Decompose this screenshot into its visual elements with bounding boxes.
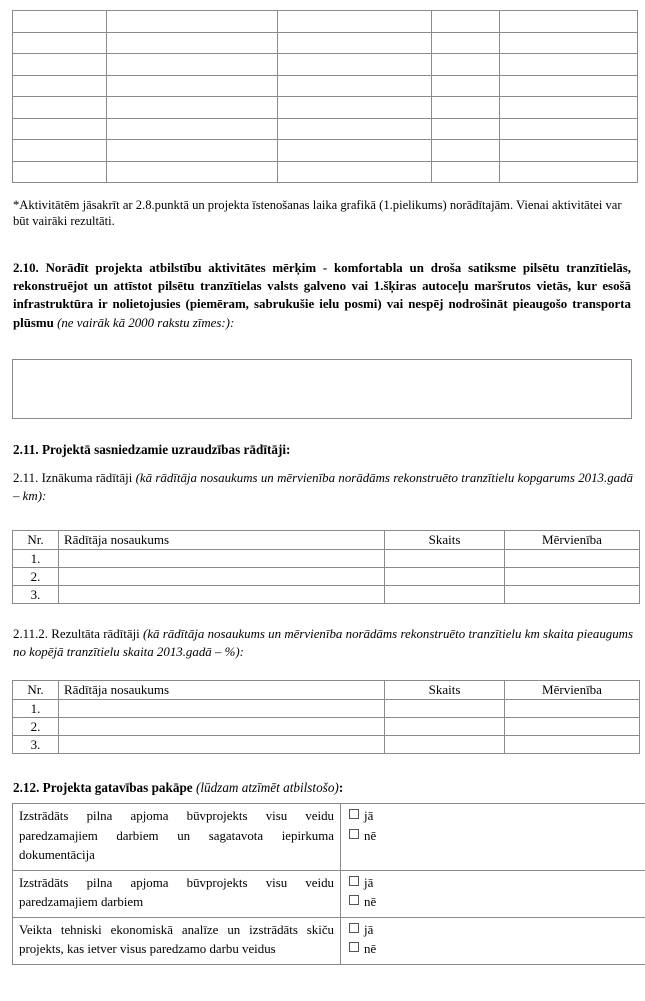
- readiness-option-no[interactable]: [349, 827, 645, 847]
- column-header-count: Skaits: [385, 531, 505, 550]
- grid-cell[interactable]: [278, 11, 432, 33]
- grid-cell[interactable]: [13, 97, 107, 119]
- table-row: [13, 97, 638, 119]
- result-indicators-body: [13, 681, 640, 754]
- row-number: 3.: [13, 736, 59, 754]
- grid-cell[interactable]: [13, 54, 107, 76]
- table-row: [13, 804, 645, 871]
- checkbox-icon[interactable]: [349, 923, 359, 933]
- table-row: [13, 586, 640, 604]
- readiness-option-yes-label: jā: [364, 922, 374, 937]
- grid-cell[interactable]: [278, 75, 432, 97]
- grid-cell[interactable]: [500, 118, 638, 140]
- readiness-option-yes[interactable]: [349, 807, 645, 827]
- activity-results-grid: [12, 10, 638, 183]
- section-210-note: (ne vairāk kā 2000 rakstu zīmes:):: [53, 315, 235, 330]
- table-row: [13, 870, 645, 917]
- cell-count[interactable]: [385, 550, 505, 568]
- grid-cell[interactable]: [432, 32, 500, 54]
- table-row: [13, 700, 640, 718]
- readiness-option-yes[interactable]: [349, 921, 645, 941]
- grid-cell[interactable]: [13, 118, 107, 140]
- readiness-description: Izstrādāts pilna apjoma būvprojekts visu veidu paredzamajiem darbiem un sagatavota iepirkuma dokumentācija: [13, 804, 341, 871]
- section-210-answer-box[interactable]: [12, 359, 632, 419]
- grid-cell[interactable]: [500, 11, 638, 33]
- cell-name[interactable]: [59, 550, 385, 568]
- grid-cell[interactable]: [107, 32, 278, 54]
- section-2112-sub-note: (kā rādītāja nosaukums un mērvienība norādāms rekonstruēto tranzītielu km skaita pieaugums no kopējā tranzītielu skaita 2013.gadā – %):: [13, 627, 633, 659]
- table-row: [13, 736, 640, 754]
- section-211-subheading: [13, 470, 633, 505]
- section-212-heading-note: (lūdzam atzīmēt atbilstošo): [192, 780, 339, 795]
- activity-grid-footnote: [13, 197, 633, 229]
- column-header-name: Rādītāja nosaukums: [59, 531, 385, 550]
- grid-cell[interactable]: [107, 54, 278, 76]
- cell-count[interactable]: [385, 700, 505, 718]
- grid-cell[interactable]: [278, 97, 432, 119]
- grid-cell[interactable]: [500, 54, 638, 76]
- readiness-option-no[interactable]: [349, 893, 645, 913]
- grid-cell[interactable]: [432, 140, 500, 162]
- grid-cell[interactable]: [107, 11, 278, 33]
- cell-unit[interactable]: [505, 736, 640, 754]
- readiness-option-yes-label: jā: [364, 809, 374, 823]
- section-211-heading: 2.11. Projektā sasniedzamie uzraudzības rādītāji:: [13, 442, 291, 457]
- row-number: 2.: [13, 568, 59, 586]
- table-row: [13, 54, 638, 76]
- readiness-description: Veikta tehniski ekonomiskā analīze un izstrādāts skiču projekts, kas ietver visus paredzamo darbu veidus: [13, 917, 341, 964]
- readiness-option-no-label: nē: [364, 942, 377, 956]
- readiness-option-yes[interactable]: [349, 874, 645, 894]
- project-readiness-body: [13, 804, 645, 965]
- row-number: 2.: [13, 718, 59, 736]
- grid-cell[interactable]: [432, 11, 500, 33]
- cell-unit[interactable]: [505, 718, 640, 736]
- grid-cell[interactable]: [278, 32, 432, 54]
- outcome-indicators-table: [12, 530, 640, 604]
- grid-cell[interactable]: [13, 11, 107, 33]
- cell-unit[interactable]: [505, 568, 640, 586]
- table-header-row: [13, 681, 640, 700]
- readiness-option-no-label: nē: [364, 828, 377, 843]
- grid-cell[interactable]: [500, 32, 638, 54]
- table-row: [13, 917, 645, 964]
- grid-cell[interactable]: [500, 75, 638, 97]
- grid-cell[interactable]: [432, 54, 500, 76]
- section-210-text: 2.10. Norādīt projekta atbilstību aktivitātes mērķim - komfortabla un droša satiksme pilsētu tranzītielās, rekonstruējot un attīstot pilsētu tranzītielas valsts galveno vai 1.šķiras autoceļu maršrutos vietās, kur esošā infrastruktūra ir nolietojusies (piemēram, sabrukušie ielu posmi) vai nespēj nodrošināt pieaugošo transporta plūsmu: [13, 261, 631, 330]
- grid-cell[interactable]: [107, 118, 278, 140]
- cell-name[interactable]: [59, 736, 385, 754]
- readiness-description: Izstrādāts pilna apjoma būvprojekts visu veidu paredzamajiem darbiem: [13, 870, 341, 917]
- grid-cell[interactable]: [107, 75, 278, 97]
- section-211-sub-label: 2.11. Iznākuma rādītāji: [13, 471, 133, 485]
- cell-count[interactable]: [385, 568, 505, 586]
- table-row: [13, 568, 640, 586]
- column-header-unit: Mērvienība: [505, 681, 640, 700]
- readiness-options: [341, 870, 645, 917]
- checkbox-icon[interactable]: [349, 809, 359, 819]
- table-header-row: [13, 531, 640, 550]
- cell-name[interactable]: [59, 586, 385, 604]
- column-header-nr: Nr.: [13, 681, 59, 700]
- section-2112-sub-label: 2.11.2. Rezultāta rādītāji: [13, 627, 140, 641]
- section-210-heading: [13, 259, 631, 332]
- grid-cell[interactable]: [500, 140, 638, 162]
- table-row: [13, 11, 638, 33]
- grid-cell[interactable]: [13, 140, 107, 162]
- column-header-nr: Nr.: [13, 531, 59, 550]
- grid-cell[interactable]: [278, 118, 432, 140]
- checkbox-icon[interactable]: [349, 876, 359, 886]
- outcome-indicators-body: [13, 531, 640, 604]
- grid-cell[interactable]: [107, 161, 278, 183]
- readiness-options: [341, 804, 645, 871]
- readiness-option-no-label: nē: [364, 895, 377, 909]
- table-row: [13, 75, 638, 97]
- grid-cell[interactable]: [13, 75, 107, 97]
- grid-cell[interactable]: [432, 75, 500, 97]
- section-2112-subheading: [13, 626, 633, 661]
- row-number: 3.: [13, 586, 59, 604]
- grid-cell[interactable]: [278, 140, 432, 162]
- column-header-name: Rādītāja nosaukums: [59, 681, 385, 700]
- grid-cell[interactable]: [13, 32, 107, 54]
- section-212-heading-colon: :: [338, 780, 344, 795]
- cell-name[interactable]: [59, 700, 385, 718]
- checkbox-icon[interactable]: [349, 895, 359, 905]
- cell-count[interactable]: [385, 736, 505, 754]
- table-row: [13, 32, 638, 54]
- cell-count[interactable]: [385, 718, 505, 736]
- checkbox-icon[interactable]: [349, 942, 359, 952]
- checkbox-icon[interactable]: [349, 829, 359, 839]
- cell-unit[interactable]: [505, 550, 640, 568]
- footnote-line-2: Vienai aktivitātei var būt vairāki rezultāti.: [13, 198, 622, 229]
- section-211-sub-note: (kā rādītāja nosaukums un mērvienība norādāms rekonstruēto tranzītielu kopgarums 2013.gadā – km):: [13, 471, 633, 503]
- footnote-line-1: *Aktivitātēm jāsakrīt ar 2.8.punktā un projekta īstenošanas laika grafikā (1.pielikums) norādītajām.: [13, 198, 514, 212]
- row-number: 1.: [13, 700, 59, 718]
- grid-cell[interactable]: [432, 118, 500, 140]
- cell-unit[interactable]: [505, 700, 640, 718]
- row-number: 1.: [13, 550, 59, 568]
- grid-cell[interactable]: [500, 161, 638, 183]
- cell-name[interactable]: [59, 568, 385, 586]
- cell-count[interactable]: [385, 586, 505, 604]
- section-212-heading-label: 2.12. Projekta gatavības pakāpe: [13, 780, 193, 795]
- project-readiness-table: [12, 803, 645, 965]
- table-row: [13, 718, 640, 736]
- activity-grid-body: [13, 11, 638, 183]
- table-row: [13, 118, 638, 140]
- grid-cell[interactable]: [278, 161, 432, 183]
- readiness-option-yes-label: jā: [364, 875, 374, 890]
- grid-cell[interactable]: [432, 161, 500, 183]
- column-header-count: Skaits: [385, 681, 505, 700]
- grid-cell[interactable]: [500, 97, 638, 119]
- cell-unit[interactable]: [505, 586, 640, 604]
- grid-cell[interactable]: [107, 97, 278, 119]
- grid-cell[interactable]: [278, 54, 432, 76]
- column-header-unit: Mērvienība: [505, 531, 640, 550]
- grid-cell[interactable]: [432, 97, 500, 119]
- grid-cell[interactable]: [13, 161, 107, 183]
- result-indicators-table: [12, 680, 640, 754]
- readiness-options: [341, 917, 645, 964]
- cell-name[interactable]: [59, 718, 385, 736]
- readiness-option-no[interactable]: [349, 940, 645, 960]
- grid-cell[interactable]: [107, 140, 278, 162]
- table-row: [13, 161, 638, 183]
- table-row: [13, 550, 640, 568]
- section-212-heading: [13, 779, 343, 796]
- table-row: [13, 140, 638, 162]
